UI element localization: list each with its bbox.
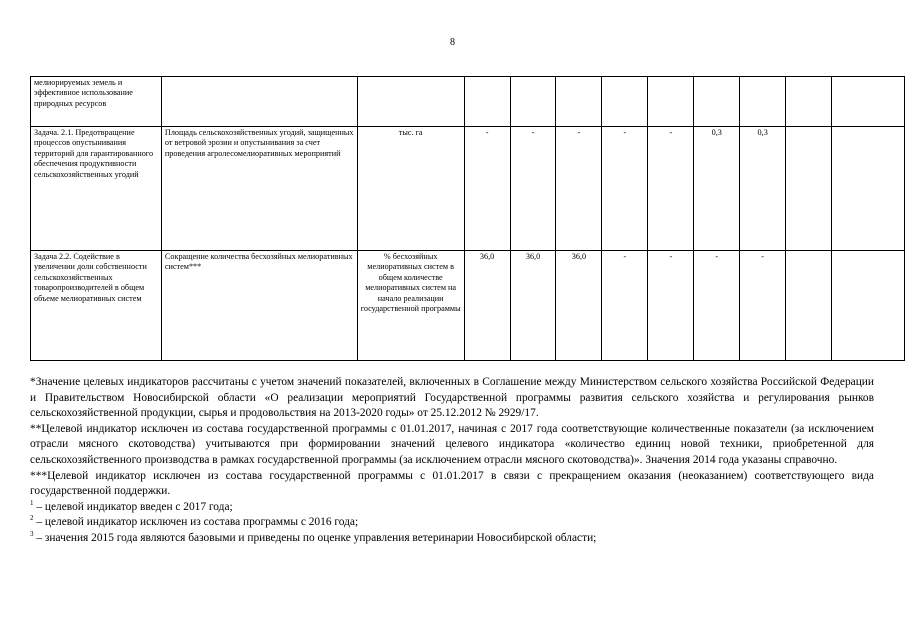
footnote-2-text: – целевой индикатор исключен из состава программы с 2016 года; [33,516,359,529]
value-cell: - [740,251,786,361]
value-cell [648,77,694,127]
value-cell: - [602,251,648,361]
extra-cell [832,127,905,251]
indicator-cell [161,77,357,127]
value-cell: 0,3 [740,127,786,251]
value-cell: - [648,127,694,251]
value-cell: 36,0 [464,251,510,361]
unit-cell: тыс. га [357,127,464,251]
value-cell: 0,3 [694,127,740,251]
note-triple-asterisk: ***Целевой индикатор исключен из состава государственной программы с 01.01.2017 в связи с прекращением оказания (неоказанием) соответствующего вида государственной поддержки. [30,469,874,498]
table-row [31,77,905,127]
value-cell [556,77,602,127]
footnotes [30,375,874,547]
value-cell: - [510,127,556,251]
footnote-1-mark: 1 [30,498,34,507]
page-number: 8 [450,37,455,48]
footnote-3-text: – значения 2015 года являются базовыми и приведены по оценке управления ветеринарии Новосибирской области; [33,531,597,544]
value-cell [786,127,832,251]
task-cell: Задача. 2.1. Предотвращение процессов опустынивания территорий для гарантированного обеспечения продуктивности сельскохозяйственных угодий [31,127,162,251]
table-row [31,127,905,251]
value-cell [786,77,832,127]
value-cell: - [602,127,648,251]
note-single-asterisk: *Значение целевых индикаторов рассчитаны с учетом значений показателей, включенных в Соглашение между Министерством сельского хозяйства Российской Федерации и Правительством Новосибирской области «О реализации мероприятий Государственной программы развития сельского хозяйства и регулирования рынков сельскохозяйственной продукции, сырья и продовольствия на 2013-2020 годы» от 25.12.2012 № 2929/17. [30,376,874,420]
value-cell [464,77,510,127]
footnote-3 [30,531,874,547]
footnote-1 [30,500,874,516]
value-cell: - [464,127,510,251]
value-cell [694,77,740,127]
footnote-2-mark: 2 [30,514,34,523]
value-cell: 36,0 [510,251,556,361]
value-cell: - [694,251,740,361]
table-row [31,251,905,361]
indicator-cell: Площадь сельскохозяйственных угодий, защищенных от ветровой эрозии и опустынивания за счет проведения агролесомелиоративных мероприятий [161,127,357,251]
value-cell [786,251,832,361]
unit-cell [357,77,464,127]
value-cell: - [556,127,602,251]
indicators-table [30,76,905,361]
note-double-asterisk: **Целевой индикатор исключен из состава государственной программы с 01.01.2017, начиная с 2017 года соответствующие количественные показатели (за исключением отрасли мясного скотоводства) учитываются при формировании значений целевого индикатора «количество единиц новой техники, приобретенной для сельскохозяйственного производства в рамках государственной программы (за исключением отрасли мясного скотоводства)». Значения 2014 года указаны справочно. [30,422,874,466]
footnote-1-text: – целевой индикатор введен с 2017 года; [33,500,233,513]
value-cell [602,77,648,127]
value-cell: - [648,251,694,361]
value-cell [740,77,786,127]
indicator-cell: Сокращение количества бесхозяйных мелиоративных систем*** [161,251,357,361]
extra-cell [832,251,905,361]
extra-cell [832,77,905,127]
unit-cell: % бесхозяйных мелиоративных систем в общем количестве мелиоративных систем на начало реализации государственной программы [357,251,464,361]
value-cell [510,77,556,127]
footnote-2 [30,515,874,531]
task-cell: мелиорируемых земель и эффективное использование природных ресурсов [31,77,162,127]
value-cell: 36,0 [556,251,602,361]
footnote-3-mark: 3 [30,530,34,539]
task-cell: Задача 2.2. Содействие в увеличении доли собственности сельскохозяйственных товаропроизводителей в общем объеме мелиоративных систем [31,251,162,361]
